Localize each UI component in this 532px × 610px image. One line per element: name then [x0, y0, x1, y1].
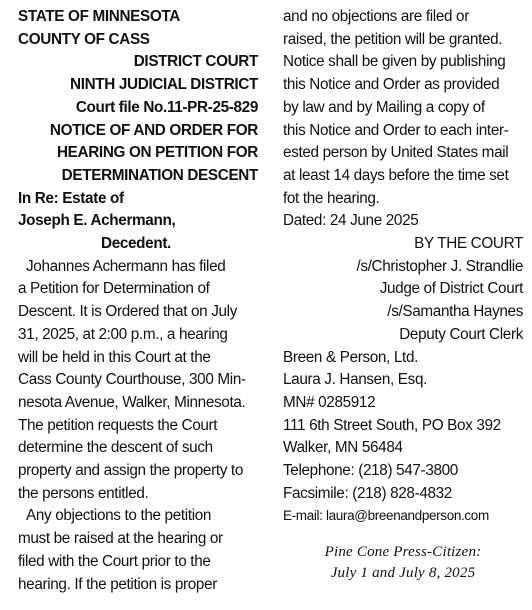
body-line: a Petition for Determination of [18, 280, 210, 298]
body-line: raised, the petition will be granted. [283, 30, 503, 48]
clerk-signature: /s/Samantha Haynes [387, 303, 523, 321]
body-line: Any objections to the petition [26, 507, 212, 525]
body-line: fot the hearing. [283, 189, 380, 207]
body-line: The petition requests the Court [18, 416, 218, 434]
notice-title-line-3: DETERMINATION DESCENT [61, 166, 258, 184]
decedent-name: Joseph E. Achermann, [18, 212, 176, 230]
court-heading: DISTRICT COURT [133, 53, 258, 71]
judge-title: Judge of District Court [379, 280, 523, 298]
body-line: this Notice and Order to each inter- [283, 121, 509, 139]
by-the-court: BY THE COURT [414, 235, 523, 253]
body-line: property and assign the property to [18, 462, 243, 480]
body-line: and no objections are filed or [283, 8, 469, 25]
attorney-address: 111 6th Street South, PO Box 392 [283, 416, 501, 434]
attorney-firm: Breen & Person, Ltd. [283, 348, 419, 366]
attorney-email: E-mail: laura@breenandperson.com [283, 508, 489, 524]
attorney-name: Laura J. Hansen, Esq. [283, 371, 428, 389]
body-line: Johannes Achermann has filed [26, 257, 226, 275]
body-line: this Notice and Order as provided [283, 76, 500, 94]
body-line: filed with the Court prior to the [18, 552, 211, 570]
left-column [18, 6, 258, 596]
attorney-telephone: Telephone: (218) 547-3800 [283, 462, 458, 480]
spacer [283, 528, 523, 542]
body-line: ested person by United States mail [283, 144, 509, 162]
body-line: nesota Avenue, Walker, Minnesota. [18, 393, 246, 411]
publication-name: Pine Cone Press-Citizen: [324, 544, 482, 561]
body-line: 31, 2025, at 2:00 p.m., a hearing [18, 325, 228, 343]
attorney-facsimile: Facsimile: (218) 828-4832 [283, 484, 452, 502]
body-line: by law and by Mailing a copy of [283, 98, 485, 116]
body-line: will be held in this Court at the [18, 348, 211, 366]
right-column [283, 6, 523, 584]
body-line: Notice shall be given by publishing [283, 53, 506, 71]
judge-signature: /s/Christopher J. Strandlie [356, 257, 523, 275]
attorney-license: MN# 0285912 [283, 393, 376, 411]
notice-title-line-2: HEARING ON PETITION FOR [56, 144, 258, 162]
body-line: Descent. It is Ordered that on July [18, 303, 238, 321]
court-file-number: Court file No.11-PR-25-829 [75, 98, 258, 116]
body-line: Cass County Courthouse, 300 Min- [18, 371, 246, 389]
decedent-label: Decedent. [101, 235, 171, 253]
publication-dates: July 1 and July 8, 2025 [330, 565, 476, 582]
body-line: determine the descent of such [18, 439, 213, 457]
county-heading: COUNTY OF CASS [18, 30, 150, 48]
clerk-title: Deputy Court Clerk [399, 325, 523, 343]
body-line: at least 14 days before the time set [283, 166, 509, 184]
body-line: must be raised at the hearing or [18, 530, 223, 548]
in-re-line: In Re: Estate of [18, 189, 124, 207]
state-heading: STATE OF MINNESOTA [18, 8, 180, 25]
attorney-city: Walker, MN 56484 [283, 439, 403, 457]
dated-line: Dated: 24 June 2025 [283, 212, 419, 230]
body-line: hearing. If the petition is proper [18, 575, 217, 593]
district-heading: NINTH JUDICIAL DISTRICT [70, 76, 258, 94]
notice-title-line-1: NOTICE OF AND ORDER FOR [49, 121, 258, 139]
body-line: the persons entitled. [18, 484, 149, 502]
